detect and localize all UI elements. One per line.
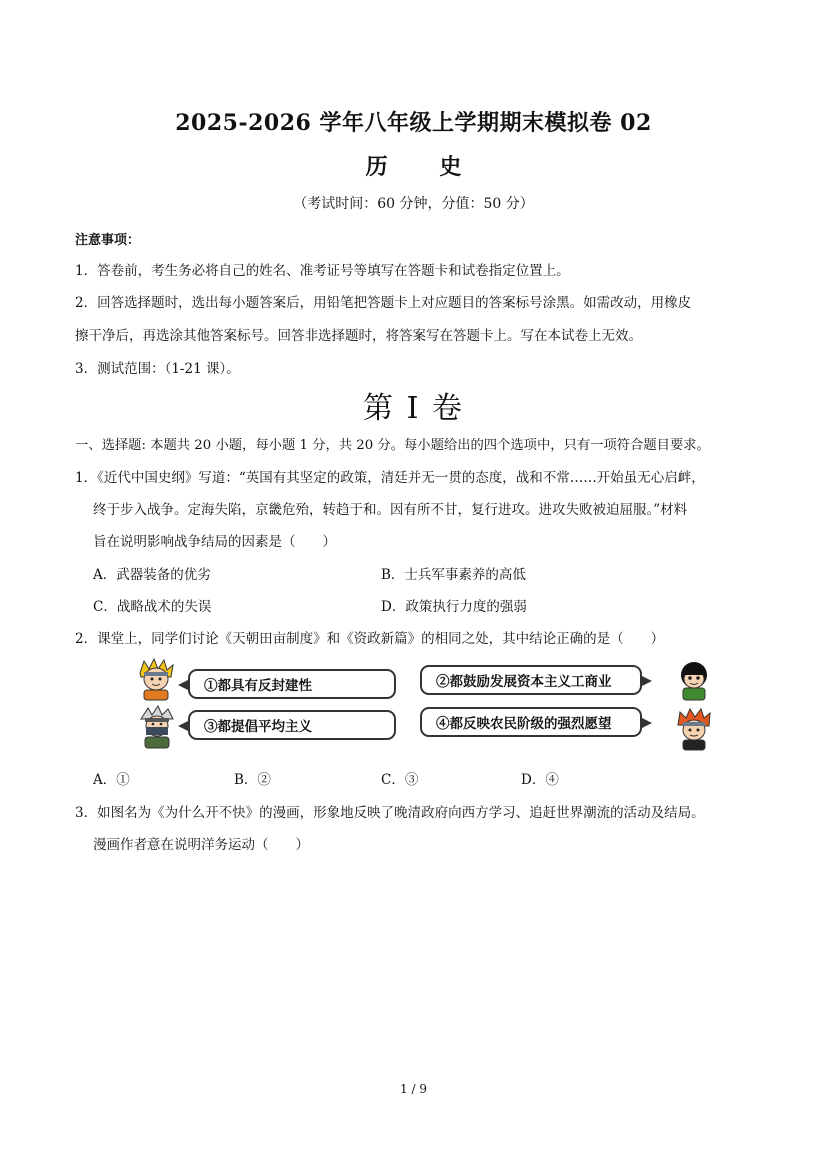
question-1-line: 旨在说明影响战争结局的因素是（ ） — [93, 534, 336, 550]
volume-title: 第 I 卷 — [363, 391, 464, 426]
question-2-option-a[interactable]: A．① — [93, 772, 130, 788]
exam-info: （考试时间：60 分钟，分值：50 分） — [293, 196, 534, 212]
exam-title: 2025-2026 学年八年级上学期期末模拟卷 02 — [175, 110, 652, 136]
notice-item: 3．测试范围：（1-21 课）。 — [75, 361, 240, 377]
notice-item: 1．答卷前，考生务必将自己的姓名、准考证号等填写在答题卡和试卷指定位置上。 — [75, 263, 570, 279]
page-number: 1 / 9 — [400, 1082, 427, 1096]
notice-item: 擦干净后，再选涂其他答案标号。回答非选择题时，将答案写在答题卡上。写在本试卷上无效。 — [75, 328, 642, 344]
question-3-line: 漫画作者意在说明洋务运动（ ） — [93, 837, 309, 853]
student-avatar-silver-icon — [138, 705, 176, 749]
question-1-line: 终于步入战争。定海失陷，京畿危殆，转趋于和。因有所不甘，复行进攻。进攻失败被迫屈服。”材料 — [93, 502, 688, 518]
question-1-option-b[interactable]: B．士兵军事素养的高低 — [381, 567, 526, 583]
notice-heading: 注意事项： — [75, 233, 141, 248]
subject-title: 历 史 — [365, 154, 484, 180]
question-2-option-c[interactable]: C．③ — [381, 772, 419, 788]
speech-bubble-1: ①都具有反封建性 — [188, 669, 396, 699]
question-2-line: 2．课堂上，同学们讨论《天朝田亩制度》和《资政新篇》的相同之处，其中结论正确的是（ ） — [75, 631, 665, 647]
speech-bubble-4: ④都反映农民阶级的强烈愿望 — [420, 707, 642, 737]
student-avatar-orange-hair-icon — [674, 707, 714, 751]
question-1-line: 1．《近代中国史纲》写道：“英国有其坚定的政策，清廷并无一贯的态度，战和不常……开始虽无心启衅， — [75, 470, 705, 486]
question-1-option-d[interactable]: D．政策执行力度的强弱 — [381, 599, 527, 615]
section-heading: 一、选择题: 本题共 20 小题，每小题 1 分，共 20 分。每小题给出的四个选项中，只有一项符合题目要求。 — [75, 438, 710, 453]
student-avatar-black-hair-icon — [676, 657, 712, 701]
question-1-option-c[interactable]: C．战略战术的失误 — [93, 599, 212, 615]
question-2-option-b[interactable]: B．② — [234, 772, 271, 788]
question-2-option-d[interactable]: D．④ — [521, 772, 559, 788]
question-1-option-a[interactable]: A．武器装备的优劣 — [93, 567, 211, 583]
question-3-line: 3．如图名为《为什么开不快》的漫画，形象地反映了晚清政府向西方学习、追赶世界潮流的活动及结局。 — [75, 805, 705, 821]
speech-bubble-3: ③都提倡平均主义 — [188, 710, 396, 740]
notice-item: 2．回答选择题时，选出每小题答案后，用铅笔把答题卡上对应题目的答案标号涂黑。如需改动，用橡皮 — [75, 295, 692, 311]
student-avatar-yellow-icon — [136, 657, 176, 701]
speech-bubble-2: ②都鼓励发展资本主义工商业 — [420, 665, 642, 695]
